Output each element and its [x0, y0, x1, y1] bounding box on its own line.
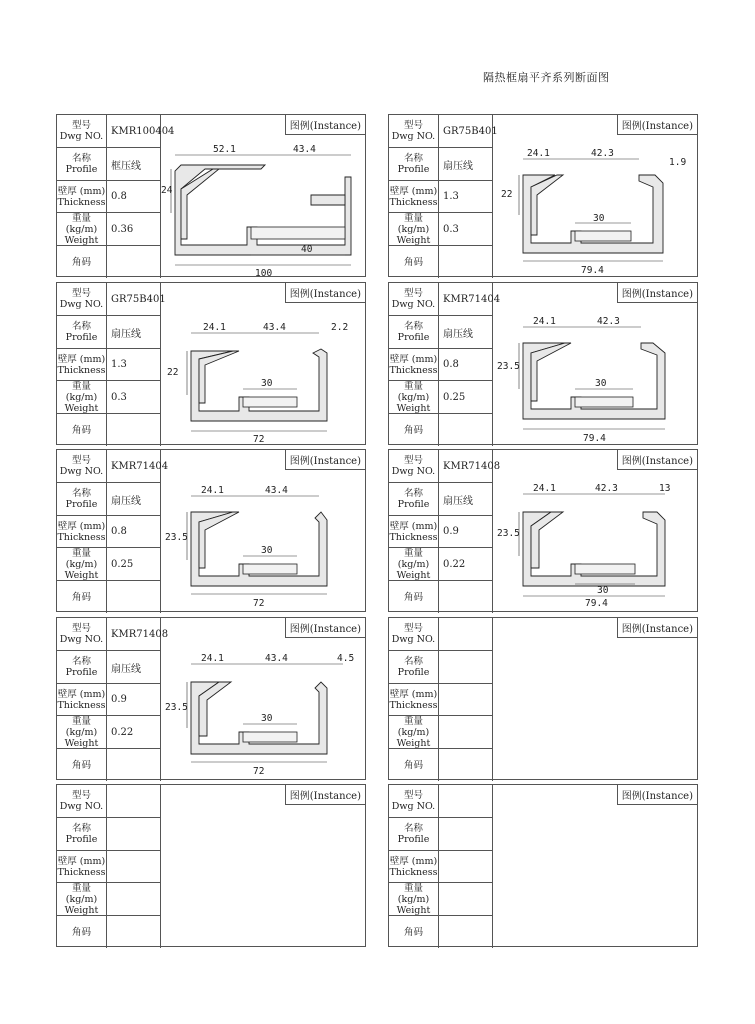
profile-label: 名称 Profile	[389, 651, 439, 684]
profile-card	[388, 114, 698, 277]
dim-mid: 30	[261, 378, 273, 389]
dim-top-left: 52.1	[213, 144, 236, 155]
corner-label: 角码	[389, 916, 439, 948]
profile-drawing	[493, 135, 699, 278]
instance-label: 图例(Instance)	[285, 450, 365, 470]
thickness-label: 壁厚 (mm) Thickness	[57, 684, 107, 716]
dim-bottom: 100	[255, 268, 273, 278]
dwg-label: 型号 Dwg NO.	[57, 115, 107, 148]
profile-value	[107, 818, 161, 851]
thickness-value: 1.3	[107, 349, 161, 381]
weight-label: 重量 (kg/m) Weight	[389, 381, 439, 414]
weight-label: 重量 (kg/m) Weight	[57, 381, 107, 414]
dim-bottom: 79.4	[585, 598, 608, 609]
dim-bottom: 72	[253, 598, 265, 609]
dwg-value: KMR71408	[439, 450, 493, 483]
corner-value	[107, 916, 161, 948]
corner-label: 角码	[389, 414, 439, 446]
dim-side: 22	[167, 367, 179, 378]
dwg-label: 型号 Dwg NO.	[57, 283, 107, 316]
dim-top-right: 43.4	[265, 653, 288, 664]
thickness-value: 0.9	[439, 516, 493, 548]
profile-drawing	[493, 470, 699, 613]
weight-label: 重量 (kg/m) Weight	[389, 883, 439, 916]
thickness-label: 壁厚 (mm) Thickness	[57, 851, 107, 883]
dwg-label: 型号 Dwg NO.	[389, 450, 439, 483]
thickness-label: 壁厚 (mm) Thickness	[389, 349, 439, 381]
dim-bottom: 79.4	[581, 265, 604, 276]
thickness-value	[107, 851, 161, 883]
weight-value	[439, 883, 493, 916]
weight-label: 重量 (kg/m) Weight	[389, 716, 439, 749]
profile-value	[439, 818, 493, 851]
dim-top-left: 24.1	[201, 653, 224, 664]
profile-card	[56, 282, 366, 445]
page-title: 隔热框扇平齐系列断面图	[483, 71, 610, 84]
corner-value	[107, 414, 161, 446]
profile-label: 名称 Profile	[389, 316, 439, 349]
weight-value	[107, 883, 161, 916]
corner-label: 角码	[389, 749, 439, 781]
corner-label: 角码	[57, 246, 107, 278]
corner-value	[439, 581, 493, 613]
corner-label: 角码	[57, 749, 107, 781]
profile-value: 扇压线	[107, 316, 161, 349]
profile-label: 名称 Profile	[389, 148, 439, 181]
dim-top-right: 43.4	[293, 144, 316, 155]
dwg-label: 型号 Dwg NO.	[389, 785, 439, 818]
profile-card	[56, 114, 366, 277]
profile-card	[56, 617, 366, 780]
dim-top-left: 24.1	[533, 483, 556, 494]
corner-value	[439, 749, 493, 781]
weight-value: 0.3	[439, 213, 493, 246]
dim-side: 23.5	[165, 702, 188, 713]
thickness-value: 0.9	[107, 684, 161, 716]
dwg-label: 型号 Dwg NO.	[389, 618, 439, 651]
dim-extra: 4.5	[337, 653, 355, 664]
dim-bottom: 79.4	[583, 433, 606, 444]
dwg-value	[107, 785, 161, 818]
weight-label: 重量 (kg/m) Weight	[389, 213, 439, 246]
profile-drawing	[161, 470, 367, 613]
weight-label: 重量 (kg/m) Weight	[57, 213, 107, 246]
dim-extra: 1.9	[669, 157, 687, 168]
dim-side: 24	[161, 185, 173, 196]
weight-value: 0.25	[107, 548, 161, 581]
profile-value: 扇压线	[107, 483, 161, 516]
dim-side: 23.5	[165, 532, 188, 543]
dim-top-right: 43.4	[265, 485, 288, 496]
corner-label: 角码	[57, 581, 107, 613]
profile-card	[388, 282, 698, 445]
profile-card	[388, 617, 698, 780]
profile-drawing	[493, 303, 699, 446]
dim-top-right: 42.3	[591, 148, 614, 159]
profile-drawing	[161, 638, 367, 781]
dwg-label: 型号 Dwg NO.	[57, 618, 107, 651]
instance-label: 图例(Instance)	[285, 618, 365, 638]
corner-label: 角码	[389, 581, 439, 613]
dwg-value: KMR100404	[107, 115, 161, 148]
thickness-value	[439, 684, 493, 716]
profile-card	[56, 449, 366, 612]
instance-label: 图例(Instance)	[617, 283, 697, 303]
profile-label: 名称 Profile	[389, 818, 439, 851]
weight-value: 0.25	[439, 381, 493, 414]
dwg-value	[439, 618, 493, 651]
dim-extra: 2.2	[331, 322, 349, 333]
weight-value: 0.3	[107, 381, 161, 414]
weight-label: 重量 (kg/m) Weight	[389, 548, 439, 581]
dim-extra: 13	[659, 483, 671, 494]
thickness-label: 壁厚 (mm) Thickness	[57, 181, 107, 213]
dim-top-right: 42.3	[597, 316, 620, 327]
profile-label: 名称 Profile	[57, 316, 107, 349]
thickness-label: 壁厚 (mm) Thickness	[389, 851, 439, 883]
thickness-label: 壁厚 (mm) Thickness	[57, 516, 107, 548]
instance-label: 图例(Instance)	[285, 115, 365, 135]
weight-value: 0.22	[107, 716, 161, 749]
thickness-value: 0.8	[439, 349, 493, 381]
weight-value: 0.22	[439, 548, 493, 581]
thickness-value: 1.3	[439, 181, 493, 213]
dim-mid: 30	[597, 585, 609, 596]
dwg-value: KMR71408	[107, 618, 161, 651]
dim-mid: 30	[261, 545, 273, 556]
dim-bottom: 72	[253, 434, 265, 445]
dwg-label: 型号 Dwg NO.	[57, 450, 107, 483]
profile-drawing	[161, 303, 367, 446]
dwg-value	[439, 785, 493, 818]
instance-label: 图例(Instance)	[617, 618, 697, 638]
profile-label: 名称 Profile	[57, 148, 107, 181]
weight-label: 重量 (kg/m) Weight	[57, 716, 107, 749]
corner-value	[439, 246, 493, 278]
dim-top-left: 24.1	[533, 316, 556, 327]
corner-value	[107, 246, 161, 278]
dim-top-right: 42.3	[595, 483, 618, 494]
corner-value	[439, 414, 493, 446]
weight-value	[439, 716, 493, 749]
dwg-value: GR75B401	[107, 283, 161, 316]
dim-bottom: 72	[253, 766, 265, 777]
corner-label: 角码	[389, 246, 439, 278]
dwg-value: KMR71404	[107, 450, 161, 483]
profile-value	[439, 651, 493, 684]
instance-label: 图例(Instance)	[617, 450, 697, 470]
profile-value: 扇压线	[439, 148, 493, 181]
dim-top-left: 24.1	[203, 322, 226, 333]
dim-top-left: 24.1	[201, 485, 224, 496]
dim-mid: 30	[593, 213, 605, 224]
profile-label: 名称 Profile	[389, 483, 439, 516]
corner-label: 角码	[57, 916, 107, 948]
profile-label: 名称 Profile	[57, 651, 107, 684]
weight-value: 0.36	[107, 213, 161, 246]
profile-value: 扇压线	[107, 651, 161, 684]
corner-value	[439, 916, 493, 948]
profile-value: 扇压线	[439, 316, 493, 349]
thickness-label: 壁厚 (mm) Thickness	[389, 684, 439, 716]
thickness-value: 0.8	[107, 516, 161, 548]
corner-label: 角码	[57, 414, 107, 446]
profile-label: 名称 Profile	[57, 818, 107, 851]
instance-label: 图例(Instance)	[285, 283, 365, 303]
dim-top-left: 24.1	[527, 148, 550, 159]
dwg-label: 型号 Dwg NO.	[389, 115, 439, 148]
instance-label: 图例(Instance)	[285, 785, 365, 805]
dwg-value: KMR71404	[439, 283, 493, 316]
instance-label: 图例(Instance)	[617, 785, 697, 805]
dim-mid: 30	[261, 713, 273, 724]
profile-card	[388, 449, 698, 612]
dwg-label: 型号 Dwg NO.	[57, 785, 107, 818]
dim-side: 23.5	[497, 361, 520, 372]
thickness-label: 壁厚 (mm) Thickness	[57, 349, 107, 381]
corner-value	[107, 749, 161, 781]
thickness-value	[439, 851, 493, 883]
weight-label: 重量 (kg/m) Weight	[57, 883, 107, 916]
profile-card	[388, 784, 698, 947]
dwg-label: 型号 Dwg NO.	[389, 283, 439, 316]
corner-value	[107, 581, 161, 613]
dim-bottom-mid: 40	[301, 244, 313, 255]
dim-mid: 30	[595, 378, 607, 389]
profile-value: 框压线	[107, 148, 161, 181]
profile-label: 名称 Profile	[57, 483, 107, 516]
instance-label: 图例(Instance)	[617, 115, 697, 135]
dim-top-right: 43.4	[263, 322, 286, 333]
profile-card	[56, 784, 366, 947]
dwg-value: GR75B401	[439, 115, 493, 148]
thickness-value: 0.8	[107, 181, 161, 213]
profile-value: 扇压线	[439, 483, 493, 516]
profile-drawing	[161, 135, 367, 278]
thickness-label: 壁厚 (mm) Thickness	[389, 516, 439, 548]
dim-side: 23.5	[497, 528, 520, 539]
dim-side: 22	[501, 189, 513, 200]
thickness-label: 壁厚 (mm) Thickness	[389, 181, 439, 213]
weight-label: 重量 (kg/m) Weight	[57, 548, 107, 581]
